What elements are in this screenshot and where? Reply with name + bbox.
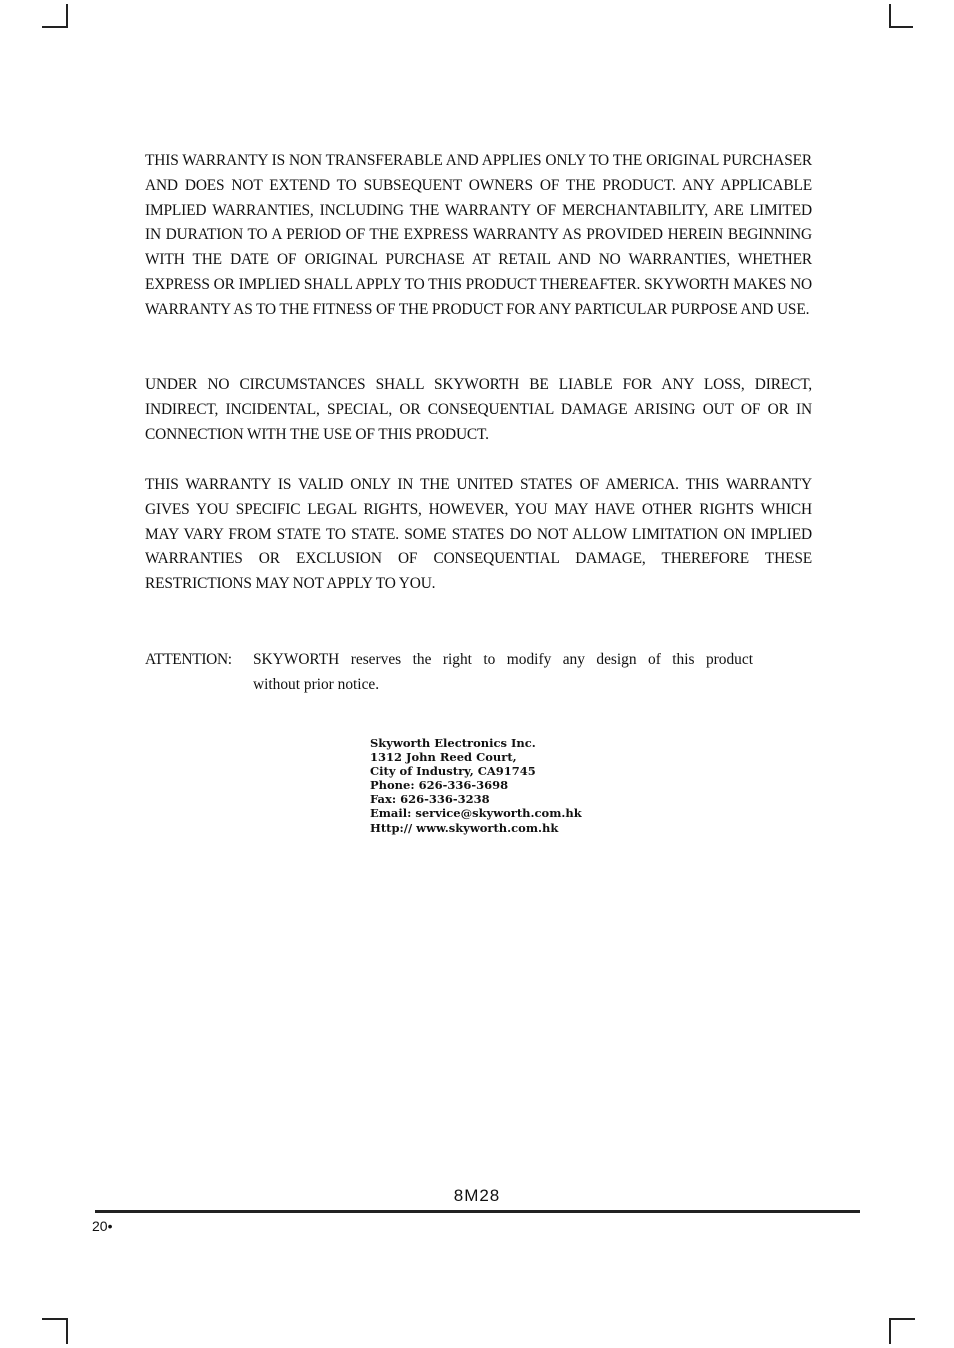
fax-number: Fax: 626-336-3238 <box>370 792 490 807</box>
attention-label: ATTENTION: <box>145 651 232 668</box>
company-name: Skyworth Electronics Inc. <box>370 736 536 750</box>
email-address: Email: service@skyworth.com.hk <box>370 806 582 821</box>
validity-paragraph: THIS WARRANTY IS VALID ONLY IN THE UNITED STATES OF AMERICA. THIS WARRANTY GIVES YOU SPECIFIC LEGAL RIGHTS, HOWEVER, YOU MAY HAVE OTHER RIGHTS WHICH MAY VARY FROM STATE TO STATE. SOME STATES DO NOT ALLOW LIMITATION ON IMPLIED WARRANTIES OR EXCLUSION OF CONSEQUENTIAL DAMAGE, THEREFORE THESE RESTRICTIONS MAY NOT APPLY TO YOU. <box>145 476 812 593</box>
attention-notice <box>253 648 753 698</box>
liability-paragraph: UNDER NO CIRCUMSTANCES SHALL SKYWORTH BE LIABLE FOR ANY LOSS, DIRECT, INDIRECT, INCIDENTAL, SPECIAL, OR CONSEQUENTIAL DAMAGE ARISING OUT OF OR IN CONNECTION WITH THE USE OF THIS PRODUCT. <box>145 376 812 443</box>
crop-mark-top-left <box>42 26 68 28</box>
model-number: 8M28 <box>453 1186 501 1205</box>
crop-mark-bottom-left <box>66 1318 68 1344</box>
warranty-transfer-paragraph: THIS WARRANTY IS NON TRANSFERABLE AND APPLIES ONLY TO THE ORIGINAL PURCHASER AND DOES NOT EXTEND TO SUBSEQUENT OWNERS OF THE PRODUCT. ANY APPLICABLE IMPLIED WARRANTIES, INCLUDING THE WARRANTY OF MERCHANTABILITY, ARE LIMITED IN DURATION TO A PERIOD OF THE EXPRESS WARRANTY AS PROVIDED HEREIN BEGINNING WITH THE DATE OF ORIGINAL PURCHASE AT RETAIL AND NO WARRANTIES, WHETHER EXPRESS OR IMPLIED SHALL APPLY TO THIS PRODUCT THEREAFTER. SKYWORTH MAKES NO WARRANTY AS TO THE FITNESS OF THE PRODUCT FOR ANY PARTICULAR PURPOSE AND USE. <box>145 152 812 318</box>
street-address: 1312 John Reed Court, <box>370 750 517 765</box>
attention-line-2: without prior notice. <box>253 675 380 693</box>
footer-rule <box>95 1210 860 1213</box>
crop-mark-top-left <box>66 4 68 28</box>
city-address: City of Industry, CA91745 <box>370 764 536 779</box>
crop-mark-top-right <box>889 4 891 28</box>
page-number: 20• <box>92 1218 113 1234</box>
phone-number: Phone: 626-336-3698 <box>370 778 509 793</box>
crop-mark-top-right <box>889 26 913 28</box>
crop-mark-bottom-left <box>42 1318 68 1320</box>
crop-mark-bottom-right <box>889 1318 891 1344</box>
company-address-block <box>370 736 582 835</box>
crop-mark-bottom-right <box>889 1318 915 1320</box>
website-address: Http:// www.skyworth.com.hk <box>370 820 559 835</box>
attention-line-1: SKYWORTH reserves the right to modify any design of this product <box>253 651 753 668</box>
